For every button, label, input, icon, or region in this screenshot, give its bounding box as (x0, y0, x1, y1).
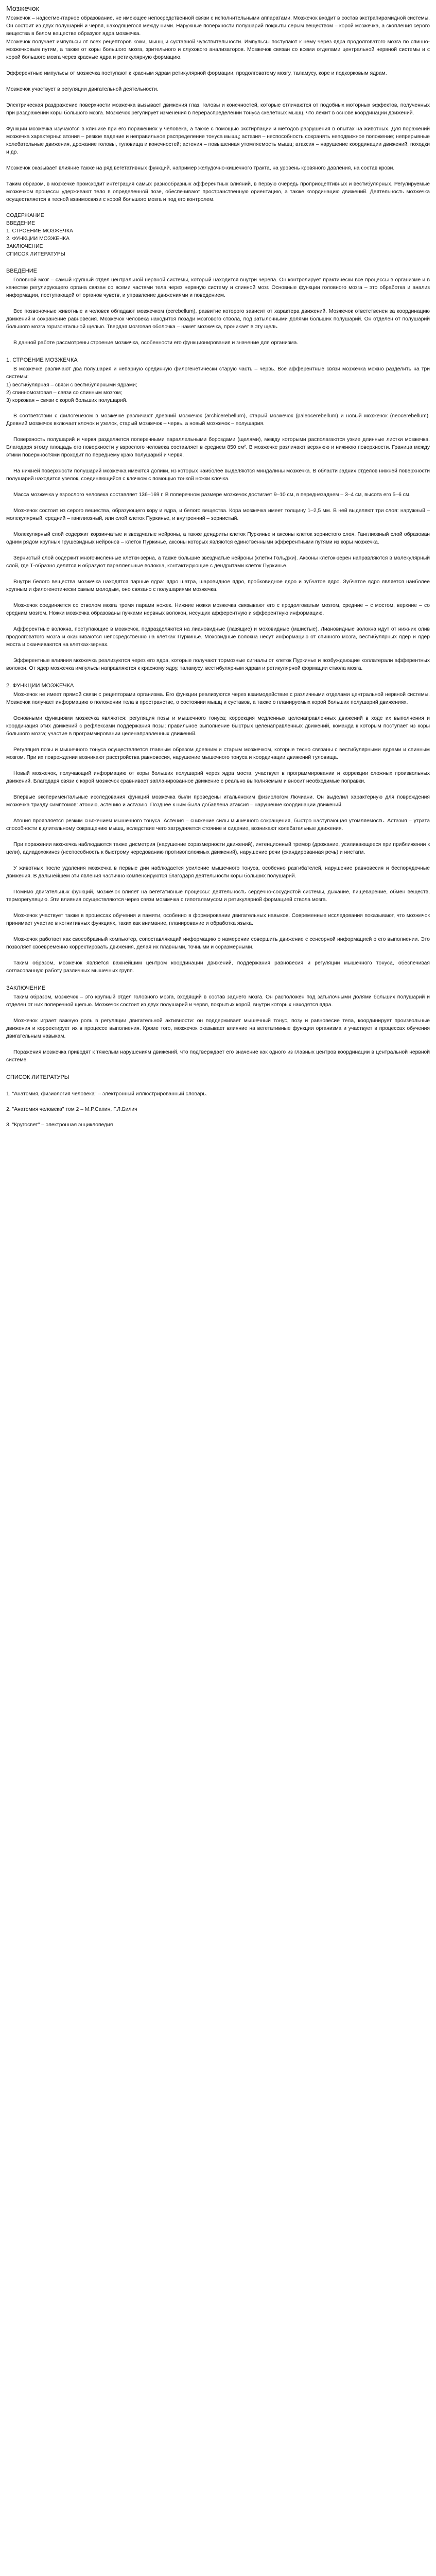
reference-item: 3. "Кругосвет" – электронная энциклопедия (6, 1122, 113, 1128)
toc-heading: СОДЕРЖАНИЕ (6, 213, 44, 218)
body-paragraph: Масса мозжечка у взрослого человека составляет 136–169 г. В поперечном размере мозжечок достигает 9–10 см, в переднезаднем – 3–4 см, высота его 5–6 см. (13, 492, 411, 498)
intro-paragraph: Мозжечок участвует в регуляции двигательной деятельности. (6, 87, 159, 92)
toc-item: ЗАКЛЮЧЕНИЕ (6, 244, 43, 249)
intro-paragraph: Мозжечок получает импульсы от всех рецепторов кожи, мышц и суставной чувствительности. Импульсы поступают к нему через ядра продолговатого мозга по спинно-мозжечковым путям, а также от коры большого мозга, зрительного и слухового анализаторов. Мозжечок связан со всеми отделами центральной нервной системы и с корой большого мозга через красные ядра и ретикулярную формацию. (6, 39, 430, 60)
intro-paragraph: Таким образом, в мозжечке происходит интеграция самых разнообразных афферентных влияний, в первую очередь проприоцептивных и вестибулярных. Регулируемые мозжечком процессы удерживают тело в определенной позе, обеспечивают пространственную ориентацию, а также координацию движений. Деятельность мозжечка осуществляется в тесной взаимосвязи с корой большого мозга и под его контролем. (6, 181, 430, 202)
body-paragraph: Внутри белого вещества мозжечка находятся парные ядра: ядро шатра, шаровидное ядро, пробковидное ядро и зубчатое ядро. Зубчатое ядро является наиболее крупным и филогенетически самым молодым, оно связано с полушариями мозжечка. (6, 579, 430, 592)
body-paragraph: Мозжечок состоит из серого вещества, образующего кору и ядра, и белого вещества. Кора мозжечка имеет толщину 1–2,5 мм. В ней выделяют три слоя: наружный – молекулярный, средний – ганглиозный, или слой клеток Пуркинье, и внутренний – зернистый. (6, 508, 430, 521)
intro-paragraph: Мозжечок оказывает влияние также на ряд вегетативных функций, например желудочно-кишечного тракта, на уровень кровяного давления, на состав крови. (6, 165, 395, 171)
reference-item: 2. "Анатомия человека" том 2 – М.Р.Сапин, Г.Л.Билич (6, 1107, 137, 1112)
table-of-contents (6, 212, 430, 258)
body-paragraph: Регуляция позы и мышечного тонуса осуществляется главным образом древним и старым мозжечком, которые тесно связаны с вестибулярными ядрами и спинным мозгом. При их повреждении возникают расстройства равновесия, нарушение мышечного тонуса и координации движений туловища. (6, 747, 430, 760)
toc-item: ВВЕДЕНИЕ (6, 221, 36, 226)
section-introduction (6, 267, 430, 347)
body-paragraph: Мозжечок участвует также в процессах обучения и памяти, особенно в формировании двигательных навыков. Современные исследования показывают, что мозжечок принимает участие в когнитивных функциях, таких как внимание, планирование и обработка языка. (6, 913, 430, 926)
body-paragraph: Все позвоночные животные и человек обладают мозжечком (cerebellum), развитие которого зависит от характера движений. Мозжечок ответственен за координацию движений и сохранение равновесия. Мозжечок человека находится позади мозгового ствола, под затылочными долями больших полушарий. Он отделен от полушарий большого мозга горизонтальной щелью. Твердая мозговая оболочка – намет мозжечка, проникает в эту щель. (6, 309, 430, 330)
body-paragraph: Афферентные волокна, поступающие в мозжечок, подразделяются на лиановидные (лазящие) и моховидные (мшистые). Лиановидные волокна идут от нижних олив продолговатого мозга и оканчиваются непосредственно на клетках Пуркинье. Моховидные волокна несут информацию от спинного мозга, вестибулярных ядер и ядер моста и оканчиваются на клетках-зернах. (6, 626, 430, 648)
document-title: Мозжечок (6, 4, 39, 12)
body-paragraph: Мозжечок работает как своеобразный компьютер, сопоставляющий информацию о намерении совершить движение с сенсорной информацией о его выполнении. Это позволяет своевременно корректировать движения, делая их плавными, точными и соразмерными. (6, 937, 430, 950)
body-paragraph: Эфферентные влияния мозжечка реализуются через его ядра, которые получают тормозные сигналы от клеток Пуркинье и возбуждающие коллатерали афферентных волокон. От ядер мозжечка импульсы направляются к красному ядру, таламусу, вестибулярным ядрам и ретикулярной формации ствола мозга. (6, 658, 430, 671)
body-paragraph: Мозжечок соединяется со стволом мозга тремя парами ножек. Нижние ножки мозжечка связывают его с продолговатым мозгом, средние – с мостом, верхние – со средним мозгом. Ножки мозжечка образованы пучками нервных волокон, несущих афферентную и эфферентную информацию. (6, 603, 430, 616)
body-paragraph: В мозжечке различают два полушария и непарную срединную филогенетически старую часть – червь. Все афферентные связи мозжечка можно разделить на три системы: (6, 366, 430, 380)
document (0, 0, 436, 1141)
list-item: 2) спинномозговая – связи со спинным мозгом; (6, 390, 123, 396)
section-structure (6, 356, 430, 672)
body-paragraph: Таким образом, мозжечок является важнейшим центром координации движений, поддержания равновесия и регуляции мышечного тонуса, обеспечивая согласованную работу различных мышечных групп. (6, 960, 430, 974)
section-references (6, 1073, 430, 1129)
section-heading: 1. СТРОЕНИЕ МОЗЖЕЧКА (6, 357, 78, 363)
toc-item: 2. ФУНКЦИИ МОЗЖЕЧКА (6, 236, 69, 242)
intro-paragraph: Электрическая раздражение поверхности мозжечка вызывает движения глаз, головы и конечностей, которые отличаются от подобных моторных эффектов, полученных при раздражении коры большого мозга. Мозжечок регулирует изменения в перераспределении тонуса скелетных мышц, что лежит в основе координации движений. (6, 103, 430, 116)
body-paragraph: Впервые экспериментальные исследования функций мозжечка были проведены итальянским физиологом Лючиани. Он выделил характерную для повреждения мозжечка триаду симптомов: атонию, астению и астазию. Позднее к ним была добавлена атаксия – нарушение координации движений. (6, 794, 430, 808)
toc-item: СПИСОК ЛИТЕРАТУРЫ (6, 251, 65, 257)
body-paragraph: Зернистый слой содержит многочисленные клетки-зерна, а также большие звездчатые нейроны (клетки Гольджи). Аксоны клеток-зерен направляются в молекулярный слой, где Т-образно делятся и образуют параллельные волокна, контактирующие с дендритами клеток Пуркинье. (6, 555, 430, 569)
body-paragraph: Мозжечок не имеет прямой связи с рецепторами организма. Его функции реализуются через взаимодействие с различными отделами центральной нервной системы. Мозжечок получает информацию о положении тела в пространстве, о состоянии мышц и суставов, а также о планируемых корой больших полушарий движениях. (6, 692, 430, 705)
section-heading: ВВЕДЕНИЕ (6, 268, 37, 274)
body-paragraph: При поражении мозжечка наблюдаются также дисметрия (нарушение соразмерности движений), интенционный тремор (дрожание, усиливающееся при приближении к цели), адиадохокинез (неспособность к быстрому чередованию противоположных движений), нарушение речи (скандированная речь) и нистагм. (6, 842, 430, 855)
body-paragraph: Мозжечок играет важную роль в регуляции двигательной активности: он поддерживает мышечный тонус, позу и равновесие тела, координирует произвольные движения и корректирует их в процессе выполнения. Кроме того, мозжечок оказывает влияние на вегетативные функции организма и участвует в процессах обучения двигательным навыкам. (6, 1018, 430, 1039)
body-paragraph: Новый мозжечок, получающий информацию от коры больших полушарий через ядра моста, участвует в программировании и коррекции сложных произвольных движений. Благодаря связи с корой мозжечок сравнивает запланированное движение с реально выполняемым и вносит необходимые поправки. (6, 771, 430, 784)
section-functions (6, 682, 430, 975)
body-paragraph: Основными функциями мозжечка являются: регуляция позы и мышечного тонуса; коррекция медленных целенаправленных движений в ходе их выполнения и координация этих движений с рефлексами поддержания позы; правильное выполнение быстрых целенаправленных движений, команда к которым поступает из коры большого мозга; участие в программировании целенаправленных движений. (6, 716, 430, 737)
body-paragraph: Молекулярный слой содержит корзинчатые и звездчатые нейроны, а также дендриты клеток Пуркинье и аксоны клеток зернистого слоя. Ганглиозный слой образован одним рядом крупных грушевидных нейронов – клеток Пуркинье, аксоны которых являются единственными эфферентными путями из коры мозжечка. (6, 532, 430, 545)
body-paragraph: На нижней поверхности полушарий мозжечка имеются долики, из которых наиболее выделяются миндалины мозжечка. В области задних отделов нижней поверхности полушарий находится узелок, соединяющийся с клочком с помощью тонкой ножки клочка. (6, 468, 430, 482)
body-paragraph: Поражения мозжечка приводят к тяжелым нарушениям движений, что подтверждает его значение как одного из главных центров координации в центральной нервной системе. (6, 1049, 430, 1063)
section-heading: ЗАКЛЮЧЕНИЕ (6, 985, 46, 991)
intro-paragraph: Функции мозжечка изучаются в клинике при его поражениях у человека, а также с помощью экстирпации и методов разрушения в опытах на животных. Для поражений мозжечка характерны: атония – резкое падение и неправильное распределение тонуса мышц; астазия – неспособность сохранять неподвижное положение; непрерывные колебательные движения, дрожание головы, туловища и конечностей; астения – повышенная утомляемость мышц; атаксия – нарушение координации движений, походки и др. (6, 126, 430, 155)
body-paragraph: Поверхность полушарий и червя разделяется поперечными параллельными бороздами (щелями), между которыми располагаются узкие длинные листки мозжечка. Благодаря этому площадь его поверхности у взрослого человека составляет в среднем 850 см². В мозжечке различают верхнюю и нижнюю поверхности. Граница между этими поверхностями проходит по переднему краю полушарий и червя. (6, 437, 430, 458)
reference-item: 1. "Анатомия, физиология человека" – электронный иллюстрированный словарь. (6, 1091, 207, 1097)
list-item: 1) вестибулярная – связи с вестибулярными ядрами; (6, 382, 137, 388)
body-paragraph: Головной мозг – самый крупный отдел центральной нервной системы, который находится внутри черепа. Он контролирует практически все процессы в организме и в качестве регулирующего органа связан со всеми частями тела через нервную систему и спинной мозг. Основные функции головного мозга – это обработка и анализ информации, поступающей от органов чувств, и управление движениями и поведением. (6, 277, 430, 298)
toc-item: 1. СТРОЕНИЕ МОЗЖЕЧКА (6, 228, 73, 234)
body-paragraph: Помимо двигательных функций, мозжечок влияет на вегетативные процессы: деятельность сердечно-сосудистой системы, дыхание, пищеварение, обмен веществ, терморегуляцию. Эти влияния осуществляются через связи мозжечка с гипоталамусом и ретикулярной формацией ствола мозга. (6, 889, 430, 903)
body-paragraph: В данной работе рассмотрены строение мозжечка, особенности его функционирования и значение для организма. (13, 340, 299, 346)
section-heading: СПИСОК ЛИТЕРАТУРЫ (6, 1074, 69, 1080)
list-item: 3) корковая – связи с корой больших полушарий. (6, 398, 128, 403)
section-heading: 2. ФУНКЦИИ МОЗЖЕЧКА (6, 683, 74, 689)
intro-block (6, 14, 430, 204)
body-paragraph: Атония проявляется резким снижением мышечного тонуса. Астения – снижение силы мышечного сокращения, быстро наступающая утомляемость. Астазия – утрата способности к длительному сокращению мышц, вследствие чего затрудняется стояние и сидение, возникают колебательные движения. (6, 818, 430, 832)
intro-paragraph: Эфферентные импульсы от мозжечка поступают к красным ядрам ретикулярной формации, продолговатому мозгу, таламусу, коре и подкорковым ядрам. (6, 71, 387, 76)
body-paragraph: Таким образом, мозжечок – это крупный отдел головного мозга, входящий в состав заднего мозга. Он расположен под затылочными долями больших полушарий и отделен от них поперечной щелью. Мозжечок состоит из двух полушарий и червя, покрытых корой, внутри которых находятся ядра. (6, 994, 430, 1008)
body-paragraph: В соответствии с филогенезом в мозжечке различают древний мозжечок (archicerebellum), старый мозжечок (paleocerebellum) и новый мозжечок (neocerebellum). Древний мозжечок включает клочок и узелок, старый мозжечок – червь, а новый мозжечок – полушария. (6, 413, 430, 427)
section-conclusion (6, 984, 430, 1064)
body-paragraph: У животных после удаления мозжечка в первые дни наблюдается усиление мышечного тонуса, особенно разгибателей, нарушение равновесия и беспорядочные движения. В дальнейшем эти явления частично компенсируются благодаря деятельности коры больших полушарий. (6, 866, 430, 879)
intro-paragraph: Мозжечок – надсегментарное образование, не имеющее непосредственной связи с исполнительными аппаратами. Мозжечок входит в состав экстрапирамидной системы. Он состоит из двух полушарий и червя, находящегося между ними. Наружные поверхности полушарий покрыты серым веществом – корой мозжечка, а скопления серого вещества в белом веществе образуют ядра мозжечка. (6, 15, 430, 37)
